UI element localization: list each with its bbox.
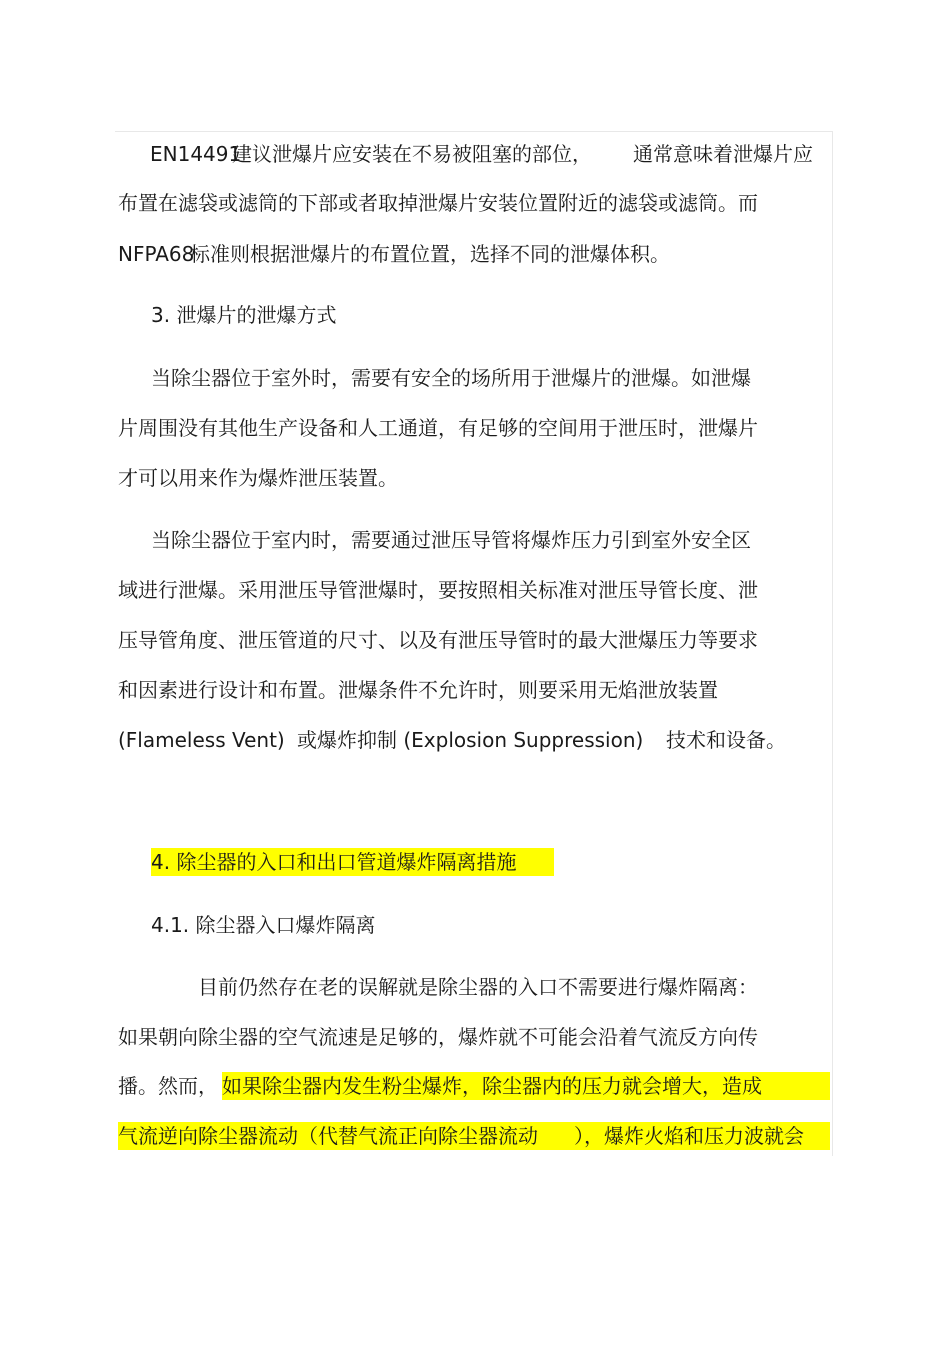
text-segment: 播。然而， — [118, 1074, 218, 1098]
highlighted-text: ），爆炸火焰和压力波就会 — [574, 1124, 804, 1148]
text-segment: 或爆炸抑制 (Explosion Suppression) — [297, 728, 644, 752]
text-segment: 建议泄爆片应安装在不易被阻塞的部位， — [232, 142, 592, 166]
highlighted-text: 如果除尘器内发生粉尘爆炸，除尘器内的压力就会增大，造成 — [222, 1072, 830, 1100]
text-segment: EN14491 — [150, 142, 242, 166]
paragraph-4-line-4 — [0, 1122, 950, 1150]
paragraph-4-line-3 — [0, 1072, 950, 1100]
text-segment: 标准则根据泄爆片的布置位置，选择不同的泄爆体积。 — [190, 242, 670, 266]
paragraph-2-line-3: 才可以用来作为爆炸泄压装置。 — [118, 466, 398, 490]
section-heading-4: 4. 除尘器的入口和出口管道爆炸隔离措施 — [151, 848, 554, 876]
text-segment: (Flameless Vent) — [118, 728, 285, 752]
paragraph-2-line-2: 片周围没有其他生产设备和人工通道，有足够的空间用于泄压时，泄爆片 — [118, 416, 758, 440]
highlighted-text: 气流逆向除尘器流动（代替气流正向除尘器流动 — [118, 1124, 538, 1148]
paragraph-3-line-3: 压导管角度、泄压管道的尺寸、以及有泄压导管时的最大泄爆压力等要求 — [118, 628, 758, 652]
paragraph-4-line-2: 如果朝向除尘器的空气流速是足够的，爆炸就不可能会沿着气流反方向传 — [118, 1025, 758, 1049]
paragraph-2-line-1: 当除尘器位于室外时，需要有安全的场所用于泄爆片的泄爆。如泄爆 — [151, 366, 751, 390]
section-heading-3: 3. 泄爆片的泄爆方式 — [151, 303, 337, 327]
text-segment: 技术和设备。 — [666, 728, 786, 752]
page-frame-right — [832, 131, 833, 1156]
paragraph-1-line-1 — [0, 140, 950, 168]
text-segment: 通常意味着泄爆片应 — [633, 142, 813, 166]
text-segment: NFPA68 — [118, 242, 195, 266]
paragraph-1-line-2: 布置在滤袋或滤筒的下部或者取掉泄爆片安装位置附近的滤袋或滤筒。而 — [118, 191, 758, 215]
page-frame-top — [115, 131, 833, 132]
paragraph-3-line-4: 和因素进行设计和布置。泄爆条件不允许时，则要采用无焰泄放装置 — [118, 678, 718, 702]
paragraph-3-line-5 — [0, 726, 950, 754]
paragraph-3-line-2: 域进行泄爆。采用泄压导管泄爆时，要按照相关标准对泄压导管长度、泄 — [118, 578, 758, 602]
paragraph-4-line-1: 目前仍然存在老的误解就是除尘器的入口不需要进行爆炸隔离： — [198, 975, 758, 999]
paragraph-1-line-3 — [0, 240, 950, 268]
section-heading-4-1: 4.1. 除尘器入口爆炸隔离 — [151, 913, 376, 937]
paragraph-3-line-1: 当除尘器位于室内时，需要通过泄压导管将爆炸压力引到室外安全区 — [151, 528, 751, 552]
